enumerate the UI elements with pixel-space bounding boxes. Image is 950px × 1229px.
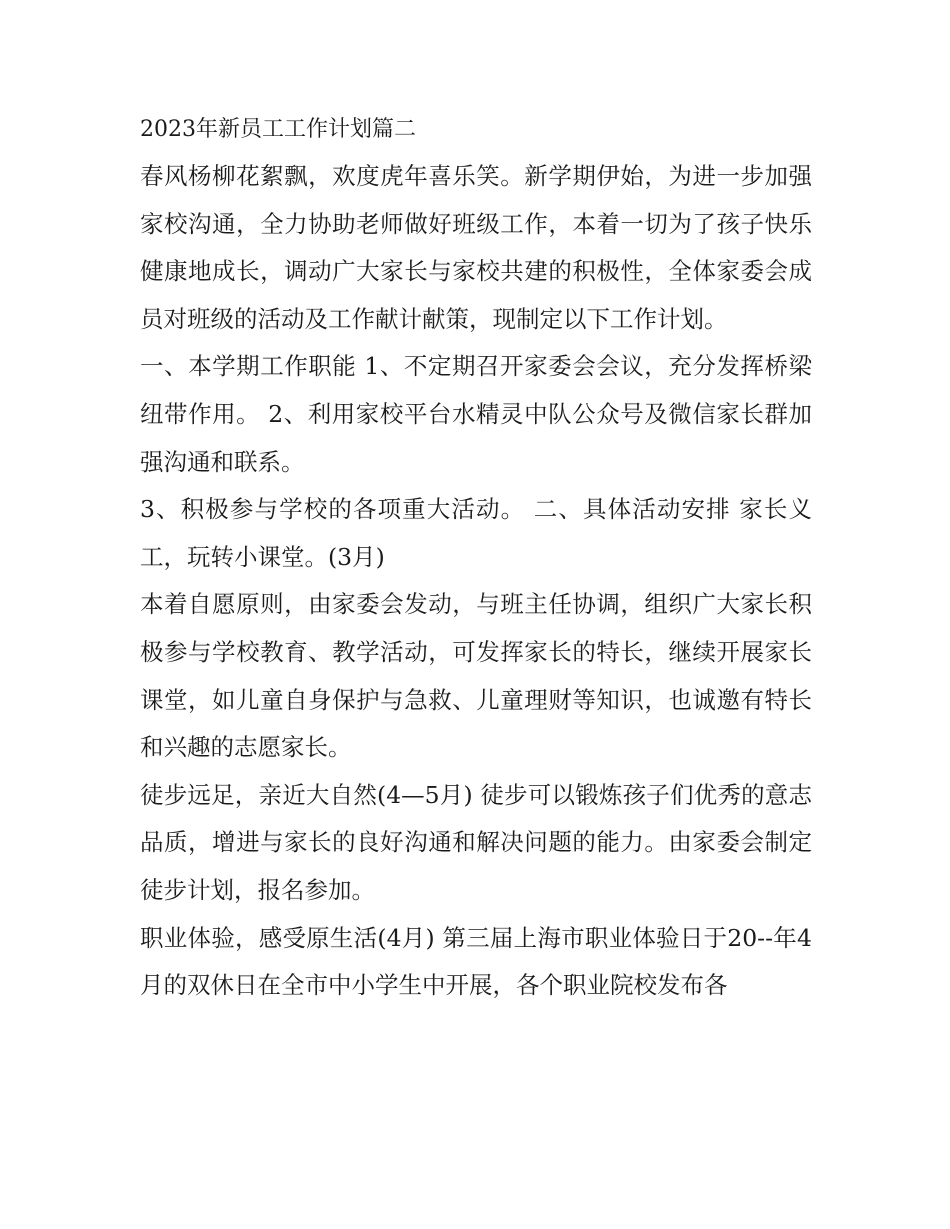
paragraph-duties: 一、本学期工作职能 1、不定期召开家委会会议，充分发挥桥梁纽带作用。 2、利用家校平台水精灵中队公众号及微信家长群加强沟通和联系。 (140, 352, 812, 476)
document-body (140, 107, 812, 1010)
document-title: 2023年新员工工作计划篇二 (140, 117, 416, 142)
paragraph-hiking: 徒步远足，亲近大自然(4—5月) 徒步可以锻炼孩子们优秀的意志品质，增进与家长的良好沟通和解决问题的能力。由家委会制定徒步计划，报名参加。 (140, 780, 812, 904)
paragraph-activities: 3、积极参与学校的各项重大活动。 二、具体活动安排 家长义工，玩转小课堂。(3月) (140, 495, 812, 571)
paragraph-intro: 春风杨柳花絮飘，欢度虎年喜乐笑。新学期伊始，为进一步加强家校沟通，全力协助老师做好班级工作，本着一切为了孩子快乐健康地成长，调动广大家长与家校共建的积极性，全体家委会成员对班级的活动及工作献计献策，现制定以下工作计划。 (140, 162, 812, 333)
paragraph-parent-class: 本着自愿原则，由家委会发动，与班主任协调，组织广大家长积极参与学校教育、教学活动，可发挥家长的特长，继续开展家长课堂，如儿童自身保护与急救、儿童理财等知识，也诚邀有特长和兴趣的志愿家长。 (140, 590, 812, 762)
paragraph-career-experience: 职业体验，感受原生活(4月) 第三届上海市职业体验日于20--年4月的双休日在全市中小学生中开展，各个职业院校发布各 (140, 923, 812, 1000)
